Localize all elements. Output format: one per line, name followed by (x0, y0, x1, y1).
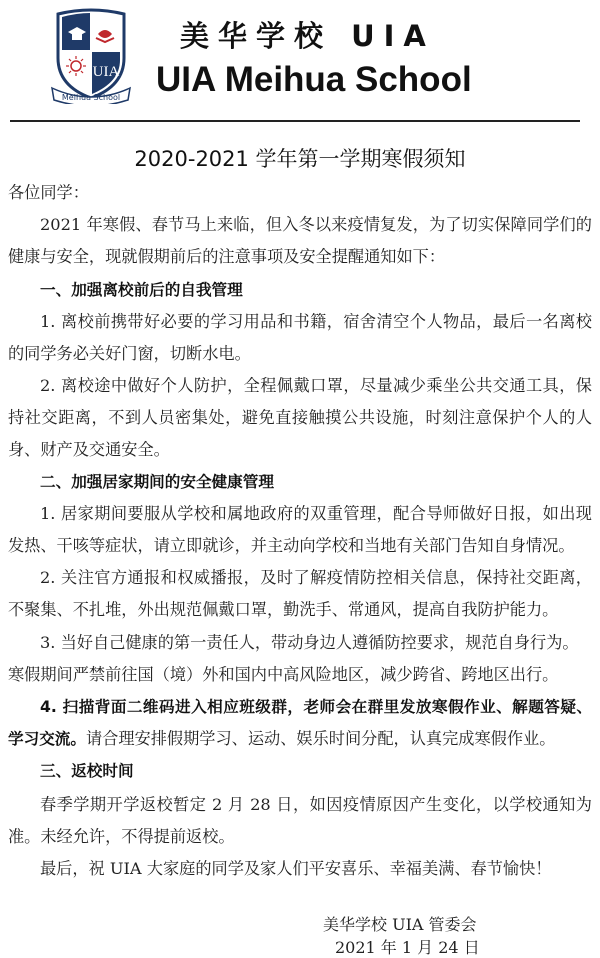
section-3-body: 春季学期开学返校暂定 2 月 28 日，如因疫情原因产生变化，以学校通知为 (40, 795, 592, 814)
svg-text:Meihua School: Meihua School (61, 93, 121, 102)
section-2-item-2: 不聚集、不扎堆，外出规范佩戴口罩，勤洗手、常通风，提高自我防护能力。 (8, 600, 559, 619)
section-2-item-1: 1. 居家期间要服从学校和属地政府的双重管理，配合导师做好日报，如出现 (40, 504, 592, 523)
section-2-item-3: 寒假期间严禁前往国（境）外和国内中高风险地区，减少跨省、跨地区出行。 (8, 665, 559, 684)
section-3-body: 准。未经允许，不得提前返校。 (8, 827, 235, 846)
section-1-heading: 一、加强离校前后的自我管理 (40, 281, 243, 299)
section-2-item-4-bold: 4. 扫描背面二维码进入相应班级群，老师会在群里发放寒假作业、解题答疑、 (40, 698, 592, 716)
section-2-item-3: 3. 当好自己健康的第一责任人，带动身边人遵循防控要求，规范自身行为。 (40, 633, 579, 652)
item-4-bold-text: 学习交流。 (8, 730, 86, 748)
notice-date: 2021 年 1 月 24 日 (335, 938, 480, 957)
section-1-item-1: 的同学务必关好门窗，切断水电。 (8, 344, 251, 363)
svg-text:UIA: UIA (92, 64, 120, 80)
section-3-heading: 三、返校时间 (40, 762, 134, 780)
school-name-chinese: 美华学校 UIA (180, 19, 435, 53)
section-2-heading: 二、加强居家期间的安全健康管理 (40, 473, 274, 491)
signature: 美华学校 UIA 管委会 (323, 915, 477, 934)
notice-title: 2020-2021 学年第一学期寒假须知 (134, 147, 466, 171)
item-4-text: 请合理安排假期学习、运动、娱乐时间分配，认真完成寒假作业。 (85, 729, 556, 748)
section-1-item-2: 2. 离校途中做好个人防护，全程佩戴口罩，尽量减少乘坐公共交通工具，保 (40, 376, 592, 395)
salutation: 各位同学： (8, 183, 89, 202)
section-1-item-1: 1. 离校前携带好必要的学习用品和书籍，宿舍清空个人物品，最后一名离校 (40, 312, 592, 331)
school-logo (50, 8, 132, 104)
section-2-item-1: 发热、干咳等症状，请立即就诊，并主动向学校和当地有关部门告知自身情况。 (8, 536, 575, 555)
closing-remark: 最后，祝 UIA 大家庭的同学及家人们平安喜乐、幸福美满、春节愉快！ (40, 859, 552, 878)
section-1-item-2: 持社交距离，不到人员密集处，避免直接触摸公共设施，时刻注意保护个人的人 (8, 408, 592, 427)
section-2-item-4 (8, 729, 592, 749)
intro-line: 2021 年寒假、春节马上来临，但入冬以来疫情复发，为了切实保障同学们的 (40, 215, 592, 234)
school-name-english: UIA Meihua School (156, 60, 472, 99)
intro-line: 健康与安全，现就假期前后的注意事项及安全提醒通知如下： (8, 247, 446, 266)
section-1-item-2: 身、财产及交通安全。 (8, 440, 170, 459)
header-divider (10, 120, 580, 122)
section-2-item-2: 2. 关注官方通报和权威播报，及时了解疫情防控相关信息，保持社交距离， (40, 568, 592, 587)
